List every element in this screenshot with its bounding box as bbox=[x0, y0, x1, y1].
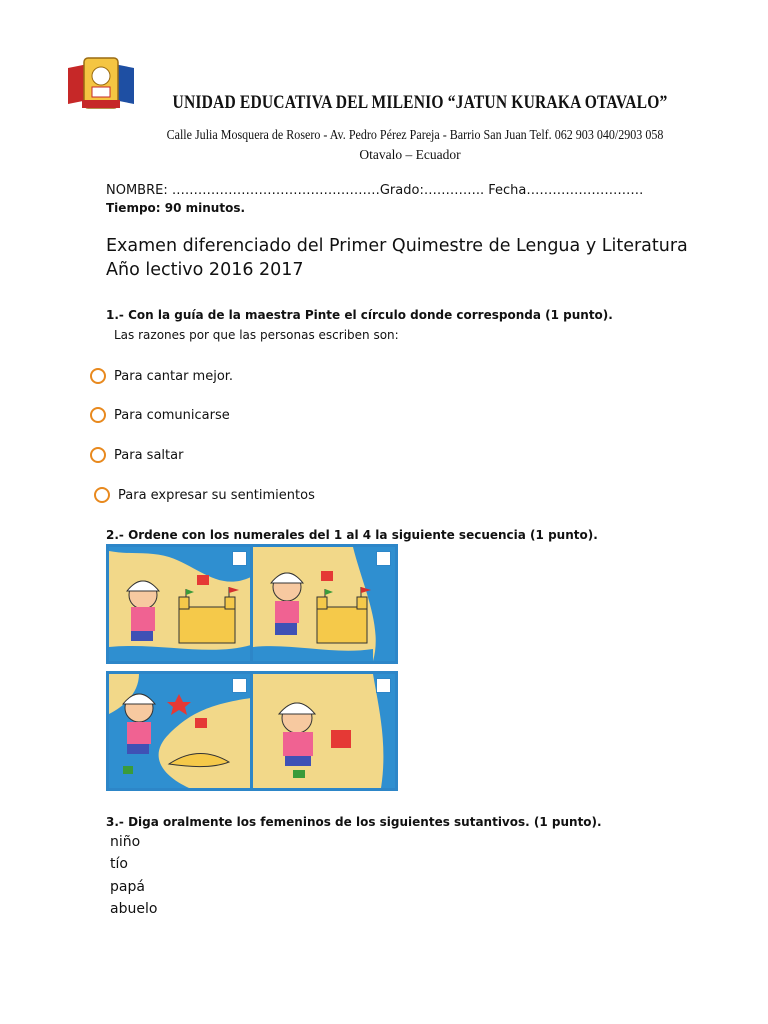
option-1[interactable] bbox=[90, 368, 233, 384]
exam-title bbox=[106, 234, 688, 282]
answer-circle-icon[interactable] bbox=[94, 487, 110, 503]
answer-circle-icon[interactable] bbox=[90, 447, 106, 463]
sequence-panel-4 bbox=[250, 671, 398, 791]
option-4-label: Para expresar su sentimientos bbox=[118, 487, 315, 503]
student-fields: NOMBRE: …………………………………………Grado:………….. Fecha……………………… bbox=[106, 183, 644, 198]
exam-time: Tiempo: 90 minutos. bbox=[106, 201, 246, 215]
option-1-label: Para cantar mejor. bbox=[114, 368, 234, 384]
noun-4: abuelo bbox=[110, 901, 158, 917]
question-3-heading: 3.- Diga oralmente los femeninos de los siguientes sutantivos. (1 punto). bbox=[106, 815, 602, 829]
school-city: Otavalo – Ecuador bbox=[359, 147, 461, 162]
order-box[interactable] bbox=[232, 678, 247, 693]
exam-title-line-1: Examen diferenciado del Primer Quimestre de Lengua y Literatura bbox=[106, 236, 688, 256]
order-box[interactable] bbox=[376, 678, 391, 693]
option-4[interactable] bbox=[94, 487, 315, 503]
order-box[interactable] bbox=[376, 551, 391, 566]
girl-shoveling-sand-icon bbox=[253, 674, 395, 788]
noun-2: tío bbox=[110, 856, 128, 872]
noun-1: niño bbox=[110, 834, 141, 850]
girl-sad-castle-destroyed-icon bbox=[109, 674, 251, 788]
girl-building-castle-icon bbox=[109, 547, 251, 661]
noun-3: papá bbox=[110, 879, 145, 895]
question-2-heading: 2.- Ordene con los numerales del 1 al 4 la siguiente secuencia (1 punto). bbox=[106, 528, 598, 542]
answer-circle-icon[interactable] bbox=[90, 407, 106, 423]
order-box[interactable] bbox=[232, 551, 247, 566]
sequence-panel-3 bbox=[106, 671, 254, 791]
option-3[interactable] bbox=[90, 447, 183, 463]
girl-happy-castle-icon bbox=[253, 547, 395, 661]
question-1-intro: Las razones por que las personas escriben son: bbox=[114, 328, 399, 342]
option-2-label: Para comunicarse bbox=[114, 407, 230, 423]
answer-circle-icon[interactable] bbox=[90, 368, 106, 384]
exam-title-line-2: Año lectivo 2016 2017 bbox=[106, 260, 304, 280]
school-crest-icon bbox=[68, 54, 134, 114]
sequence-panel-1 bbox=[106, 544, 254, 664]
question-1-heading: 1.- Con la guía de la maestra Pinte el círculo donde corresponda (1 punto). bbox=[106, 308, 613, 322]
option-2[interactable] bbox=[90, 407, 230, 423]
school-address: Calle Julia Mosquera de Rosero - Av. Pedro Pérez Pareja - Barrio San Juan Telf. 062 903 040/2903 058 bbox=[166, 128, 664, 143]
school-name: UNIDAD EDUCATIVA DEL MILENIO “JATUN KURAKA OTAVALO” bbox=[172, 92, 668, 113]
sequence-panel-2 bbox=[250, 544, 398, 664]
option-3-label: Para saltar bbox=[114, 447, 184, 463]
